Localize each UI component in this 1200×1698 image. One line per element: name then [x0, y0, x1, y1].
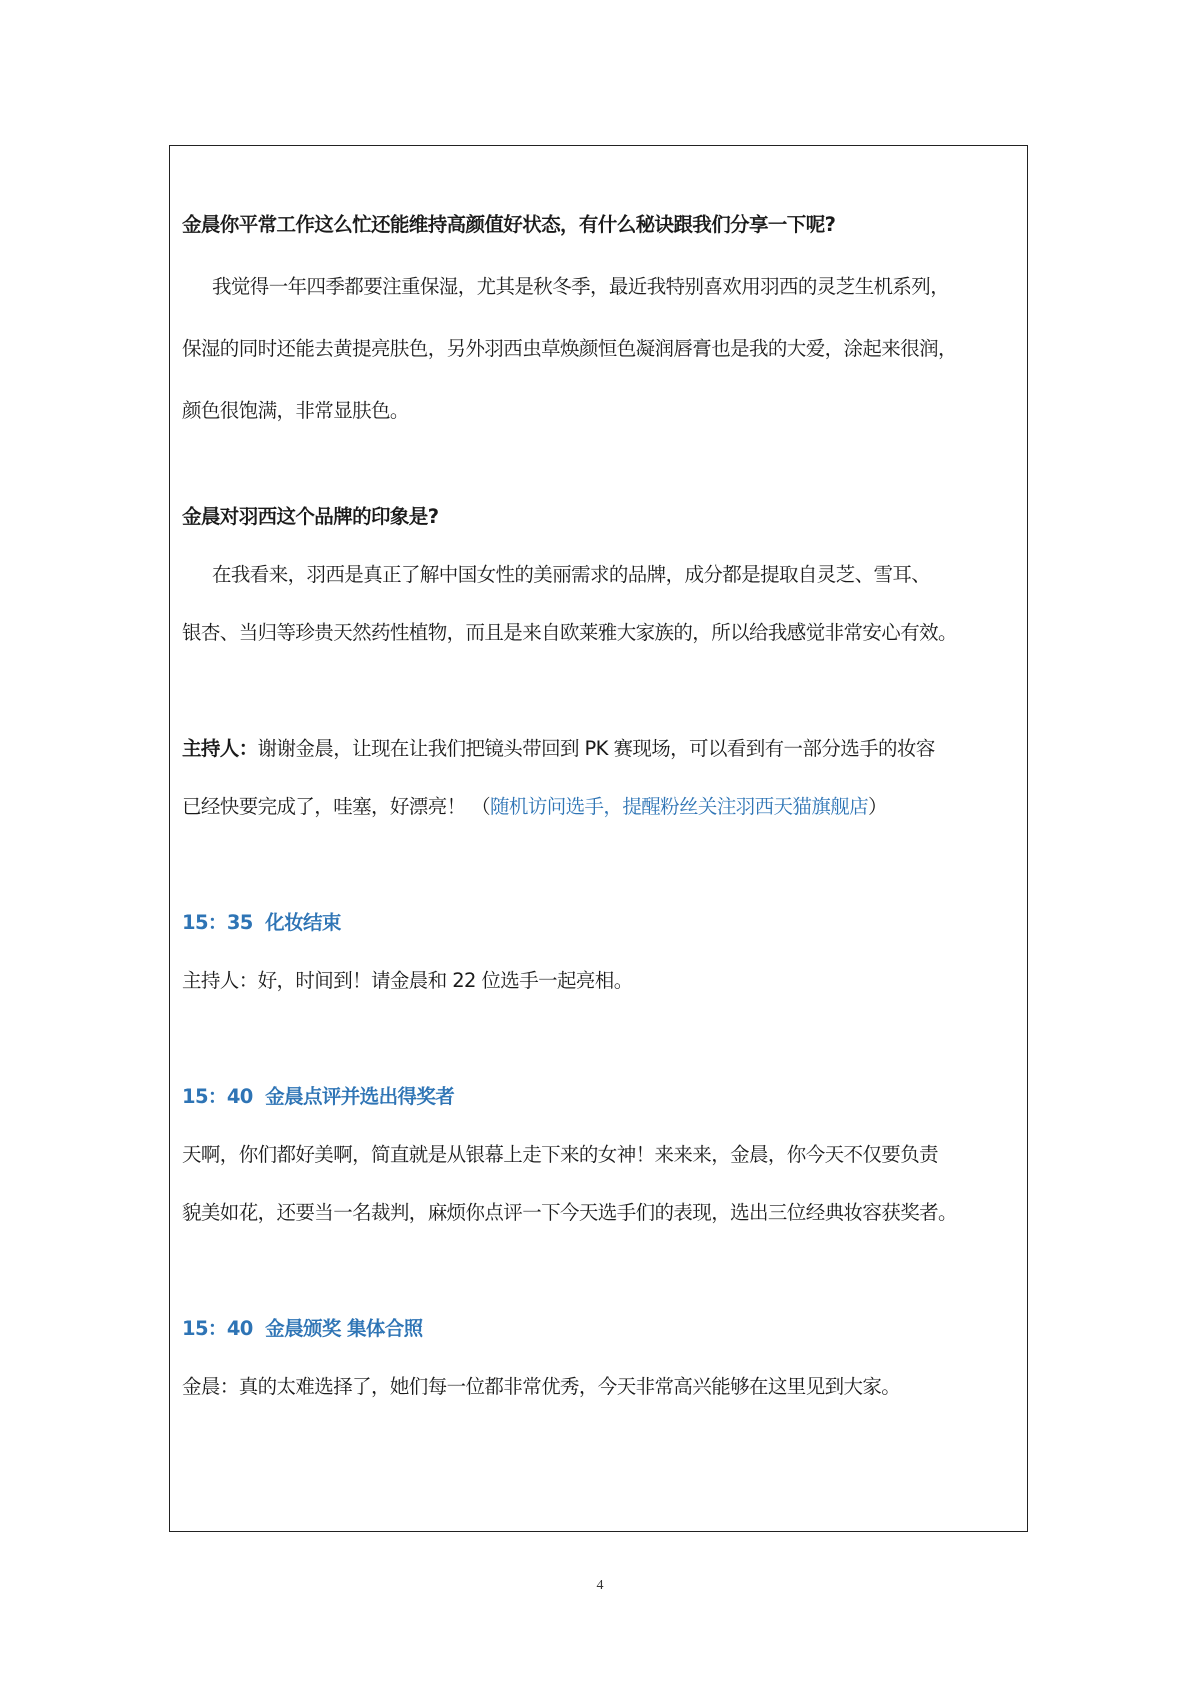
timeline-line: 金晨：真的太难选择了，她们每一位都非常优秀，今天非常高兴能够在这里见到大家。	[182, 1375, 901, 1398]
timeline-time: 15：35	[182, 911, 253, 934]
host-line	[182, 794, 1017, 820]
speaker-label: 主持人：	[182, 737, 258, 760]
timeline-line: 主持人：好，时间到！请金晨和 22 位选手一起亮相。	[182, 969, 633, 992]
note-open-paren: （	[471, 795, 491, 818]
timeline-heading	[182, 1084, 1017, 1110]
content-frame	[169, 145, 1028, 1532]
stage-direction-note: 随机访问选手，提醒粉丝关注羽西天猫旗舰店	[490, 795, 869, 818]
timeline-heading	[182, 910, 1017, 936]
timeline-title: 金晨颁奖 集体合照	[265, 1317, 423, 1340]
host-text: 已经快要完成了，哇塞，好漂亮！	[182, 795, 466, 818]
answer-line: 我觉得一年四季都要注重保湿，尤其是秋冬季，最近我特别喜欢用羽西的灵芝生机系列，	[212, 275, 950, 298]
timeline-title: 金晨点评并选出得奖者	[265, 1085, 455, 1108]
answer-line: 保湿的同时还能去黄提亮肤色，另外羽西虫草焕颜恒色凝润唇膏也是我的大爱，涂起来很润，	[182, 337, 957, 360]
timeline-line: 天啊，你们都好美啊，简直就是从银幕上走下来的女神！来来来，金晨，你今天不仅要负责	[182, 1143, 939, 1166]
timeline-line: 貌美如花，还要当一名裁判，麻烦你点评一下今天选手们的表现，选出三位经典妆容获奖者。	[182, 1201, 957, 1224]
timeline-heading	[182, 1316, 1017, 1342]
host-line	[182, 736, 1017, 762]
timeline-time: 15：40	[182, 1085, 253, 1108]
answer-line: 在我看来，羽西是真正了解中国女性的美丽需求的品牌，成分都是提取自灵芝、雪耳、	[212, 563, 931, 586]
question-heading: 金晨你平常工作这么忙还能维持高颜值好状态，有什么秘诀跟我们分享一下呢?	[182, 213, 836, 236]
note-close-paren: ）	[868, 795, 887, 818]
page-number: 4	[596, 1578, 604, 1593]
answer-line: 颜色很饱满，非常显肤色。	[182, 399, 409, 422]
host-text: 谢谢金晨，让现在让我们把镜头带回到 PK 赛现场，可以看到有一部分选手的妆容	[257, 737, 935, 760]
timeline-time: 15：40	[182, 1317, 253, 1340]
timeline-title: 化妆结束	[265, 911, 341, 934]
question-heading: 金晨对羽西这个品牌的印象是?	[182, 505, 439, 528]
answer-line: 银杏、当归等珍贵天然药性植物，而且是来自欧莱雅大家族的，所以给我感觉非常安心有效。	[182, 621, 957, 644]
